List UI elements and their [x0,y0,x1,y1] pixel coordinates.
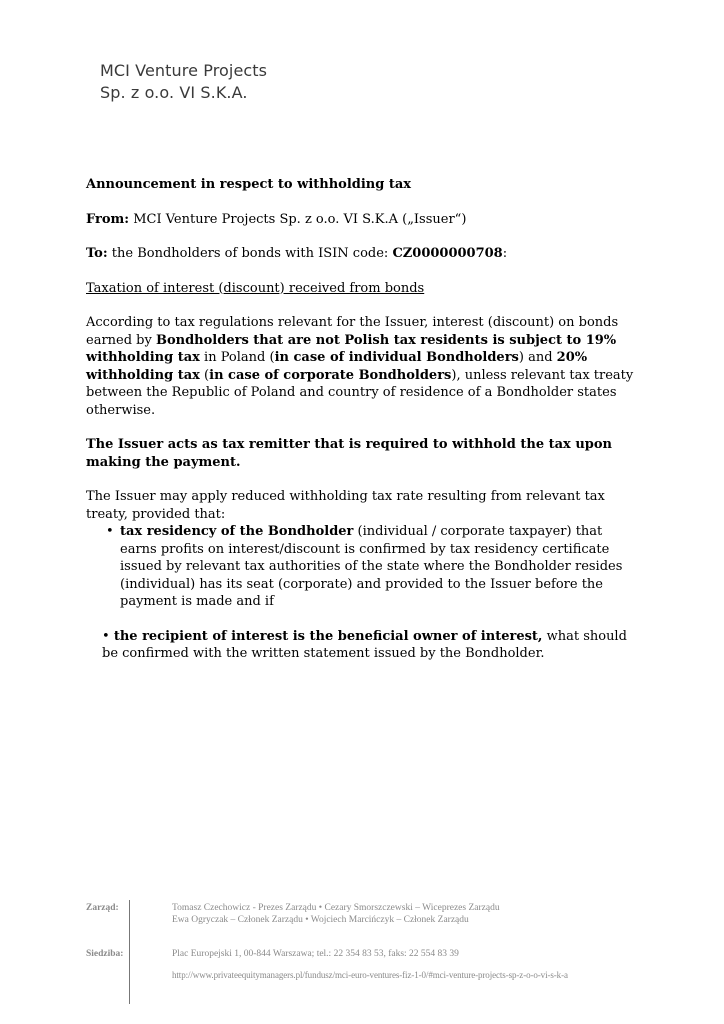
seat-label: Siedziba: [86,949,124,959]
p1-text-1: According to tax regulations relevant for the Issuer, interest (discount) on bonds earned by [86,315,619,348]
list-item [102,628,642,663]
bullet-1-bold: tax residency of the Bondholder [120,524,354,539]
document-title: Announcement in respect to withholding tax [86,177,412,192]
remitter-paragraph: The Issuer acts as tax remitter that is required to withhold the tax upon making the payment. [86,437,612,470]
tax-paragraph [86,314,642,419]
board-line-2: Ewa Ogryczak – Członek Zarządu • Wojciech Marcińczyk – Członek Zarządu [172,915,469,925]
p1-bold-1: Bondholders that are not Polish tax residents is subject to 19% withholding tax [86,332,617,365]
p1-text-2: in Poland ( [199,350,275,365]
p1-text-3: ) and [518,350,557,365]
list-item [106,523,642,611]
p1-text-5: ), unless relevant tax treaty between the Republic of Poland and country of residence of a Bondholder states otherwise. [86,367,634,418]
board-label: Zarząd: [86,903,119,913]
logo-line-2: Sp. z o.o. VI S.K.A. [100,83,248,102]
bullet-icon: • [102,628,110,644]
from-line [86,211,642,229]
bullet-1-text: (individual / corporate taxpayer) that earns profits on interest/discount is confirmed by tax residency certificate issued by relevant tax authorities of the state where the Bondholder resides (individual) has its seat (corporate) and provided to the Issuer before the payment is made and if [120,524,623,609]
to-line [86,245,642,263]
board-line-1: Tomasz Czechowicz - Prezes Zarządu • Cezary Smorszczewski – Wiceprezes Zarządu [172,903,500,913]
to-label: To: [86,246,108,261]
p1-bold-3: 20% withholding tax [86,350,588,383]
p1-bold-2: in case of individual Bondholders [274,350,519,365]
to-text: the Bondholders of bonds with ISIN code: [107,246,393,261]
treaty-paragraph: The Issuer may apply reduced withholding tax rate resulting from relevant tax treaty, provided that: [86,489,605,522]
conditions-list [86,523,642,663]
footer-divider [129,900,130,1004]
seat-address: Plac Europejski 1, 00-844 Warszawa; tel.: 22 354 83 53, faks: 22 554 83 39 [172,949,459,959]
footer-url[interactable]: http://www.privateequitymanagers.pl/fundusz/mci-euro-ventures-fiz-1-0/#mci-venture-projects-sp-z-o-o-vi-s-k-a [172,970,568,980]
section-heading: Taxation of interest (discount) received from bonds [86,280,425,296]
from-label: From: [86,211,130,227]
page-footer [86,900,646,1010]
p1-bold-4: in case of corporate Bondholders [209,367,452,383]
bullet-2-text: what should be confirmed with the written statement issued by the Bondholder. [102,628,627,661]
logo-line-1: MCI Venture Projects [100,61,268,80]
p1-text-4: ( [199,367,210,383]
to-colon: : [502,246,508,261]
isin-code: CZ0000000708 [392,246,503,261]
from-value: MCI Venture Projects Sp. z o.o. VI S.K.A („Issuer“) [129,211,467,227]
company-logo [100,60,267,104]
bullet-2-bold: the recipient of interest is the beneficial owner of interest, [113,628,543,644]
bullet-icon: • [106,524,114,539]
document-body [86,176,642,663]
